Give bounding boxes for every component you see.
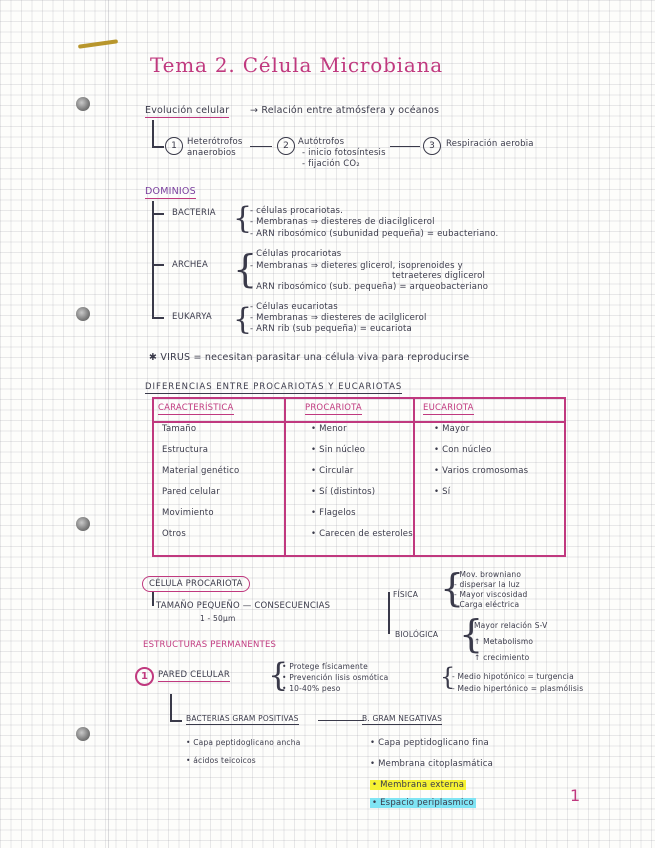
- brace: {: [233, 201, 253, 236]
- table-cell: Tamaño: [162, 424, 197, 434]
- evolucion-connector: [152, 146, 164, 148]
- dominios-connector: [152, 213, 164, 215]
- fisica-item: - Carga eléctrica: [454, 600, 520, 609]
- gram-arrow: [318, 720, 364, 721]
- table-cell: • Sin núcleo: [311, 445, 366, 455]
- table-cell: • Flagelos: [311, 508, 356, 518]
- table-cell: • Mayor: [434, 424, 470, 434]
- archea-line3: - ARN ribosómico (sub. pequeña) = arqueobacteriano: [250, 282, 489, 292]
- binding-clip: [78, 39, 118, 49]
- table-header: CARACTERÍSTICA: [158, 403, 234, 413]
- step-number: 2: [277, 137, 295, 155]
- table-header: PROCARIOTA: [305, 403, 362, 413]
- table-cell: • Sí (distintos): [311, 487, 376, 497]
- punch-hole: [76, 307, 90, 321]
- bio-item: ↑ crecimiento: [474, 653, 530, 662]
- tamano-line: TAMAÑO PEQUEÑO — CONSECUENCIAS: [156, 601, 331, 611]
- celula-connector: [152, 592, 154, 606]
- pared-connector: [170, 694, 172, 721]
- gram-neg-item: • Capa peptidoglicano fina: [370, 738, 489, 748]
- dominios-connector: [152, 264, 164, 266]
- pared-number: 1: [135, 667, 154, 686]
- step1-line1: Heterótrofos: [187, 137, 243, 147]
- page-title: Tema 2. Célula Microbiana: [150, 53, 444, 77]
- celula-box: CÉLULA PROCARIOTA: [142, 576, 250, 592]
- pared-item: • 10-40% peso: [282, 684, 341, 693]
- gram-neg-item: • Espacio periplasmico: [372, 798, 474, 808]
- punch-hole: [76, 97, 90, 111]
- fisica-label: FÍSICA: [393, 590, 419, 599]
- step2-line2: - inicio fotosíntesis: [302, 148, 386, 158]
- step2-line1: Autótrofos: [298, 137, 345, 147]
- domain-label-archea: ARCHEA: [172, 260, 209, 270]
- bio-item: Mayor relación S-V: [474, 621, 548, 630]
- estructuras-heading: ESTRUCTURAS PERMANENTES: [143, 640, 277, 650]
- pared-item: • Protege físicamente: [282, 662, 368, 671]
- eukarya-line3: - ARN rib (sub pequeña) = eucariota: [250, 324, 412, 334]
- brace: {: [440, 566, 465, 610]
- domain-label-bacteria: BACTERIA: [172, 208, 216, 218]
- step2-line3: - fijación CO₂: [302, 159, 360, 169]
- gram-pos-item: • ácidos teicoicos: [186, 756, 256, 765]
- archea-line1: - Células procariotas: [250, 249, 342, 259]
- archea-line2: - Membranas ⇒ dieteres glicerol, isoprenoides y: [250, 261, 463, 271]
- page-number: 1: [570, 786, 581, 805]
- bacteria-line2: - Membranas ⇒ diesteres de diacilglicerol: [250, 217, 435, 227]
- gram-pos-heading: BACTERIAS GRAM POSITIVAS: [186, 714, 299, 723]
- archea-line2b: tetraeteres diglicerol: [392, 271, 486, 281]
- eukarya-line1: - Células eucariotas: [250, 302, 338, 312]
- punch-hole: [76, 517, 90, 531]
- table-cell: • Circular: [311, 466, 354, 476]
- punch-hole: [76, 727, 90, 741]
- biologica-label: BIOLÓGICA: [395, 630, 439, 639]
- evolucion-heading: Evolución celular: [145, 105, 230, 116]
- gram-neg-item: • Membrana citoplasmática: [370, 759, 493, 769]
- celula-connector: [388, 592, 390, 634]
- table-cell: Otros: [162, 529, 186, 539]
- table-cell: • Con núcleo: [434, 445, 492, 455]
- table-cell: • Sí: [434, 487, 451, 497]
- table-cell: Estructura: [162, 445, 209, 455]
- step-number: 1: [165, 137, 183, 155]
- gram-neg-item: • Membrana externa: [372, 780, 465, 790]
- bacteria-line1: - células procariotas.: [250, 206, 344, 216]
- gram-neg-heading: B. GRAM NEGATIVAS: [362, 714, 443, 723]
- dominios-connector: [152, 201, 154, 319]
- brace: {: [440, 663, 456, 691]
- evolucion-dash: [390, 146, 420, 147]
- brace: {: [268, 656, 289, 694]
- table-cell: Movimiento: [162, 508, 214, 518]
- brace: {: [459, 612, 484, 656]
- table-header: EUCARIOTA: [423, 403, 474, 413]
- medio-item: - Medio hipotónico = turgencia: [452, 672, 574, 681]
- fisica-item: - Mayor viscosidad: [454, 590, 528, 599]
- pared-connector: [170, 720, 182, 722]
- virus-note: ✱ VIRUS = necesitan parasitar una célula viva para reproducirse: [149, 352, 470, 363]
- dominios-connector: [152, 317, 164, 319]
- margin-line: [108, 0, 109, 848]
- brace: {: [233, 247, 258, 291]
- medio-item: - Medio hipertónico = plasmólisis: [452, 684, 584, 693]
- bio-item: ↑ Metabolismo: [474, 637, 534, 646]
- tamano-medida: 1 - 50µm: [200, 614, 236, 623]
- domain-label-eukarya: EUKARYA: [172, 312, 212, 322]
- dominios-heading: DOMINIOS: [145, 186, 196, 197]
- fisica-item: - Mov. browniano: [454, 570, 522, 579]
- evolucion-dash: [250, 146, 272, 147]
- table-cell: • Menor: [311, 424, 347, 434]
- pared-heading: PARED CELULAR: [158, 670, 231, 680]
- table-cell: Pared celular: [162, 487, 220, 497]
- bacteria-line3: - ARN ribosómico (subunidad pequeña) = eubacteriano.: [250, 229, 499, 239]
- eukarya-line2: - Membranas ⇒ diesteres de acilglicerol: [250, 313, 427, 323]
- evolucion-connector: [152, 120, 154, 147]
- brace: {: [233, 302, 253, 337]
- fisica-item: - dispersar la luz: [454, 580, 520, 589]
- table-cell: • Varios cromosomas: [434, 466, 529, 476]
- step-number: 3: [423, 137, 441, 155]
- diferencias-heading: DIFERENCIAS ENTRE PROCARIOTAS Y EUCARIOTAS: [145, 382, 403, 392]
- evolucion-arrow-text: → Relación entre atmósfera y océanos: [250, 105, 440, 116]
- step1-line2: anaerobios: [187, 148, 236, 158]
- table-divider: [154, 421, 564, 423]
- table-cell: Material genético: [162, 466, 240, 476]
- step3-line1: Respiración aerobia: [446, 139, 534, 149]
- table-cell: • Carecen de esteroles: [311, 529, 413, 539]
- gram-pos-item: • Capa peptidoglicano ancha: [186, 738, 301, 747]
- pared-item: • Prevención lisis osmótica: [282, 673, 389, 682]
